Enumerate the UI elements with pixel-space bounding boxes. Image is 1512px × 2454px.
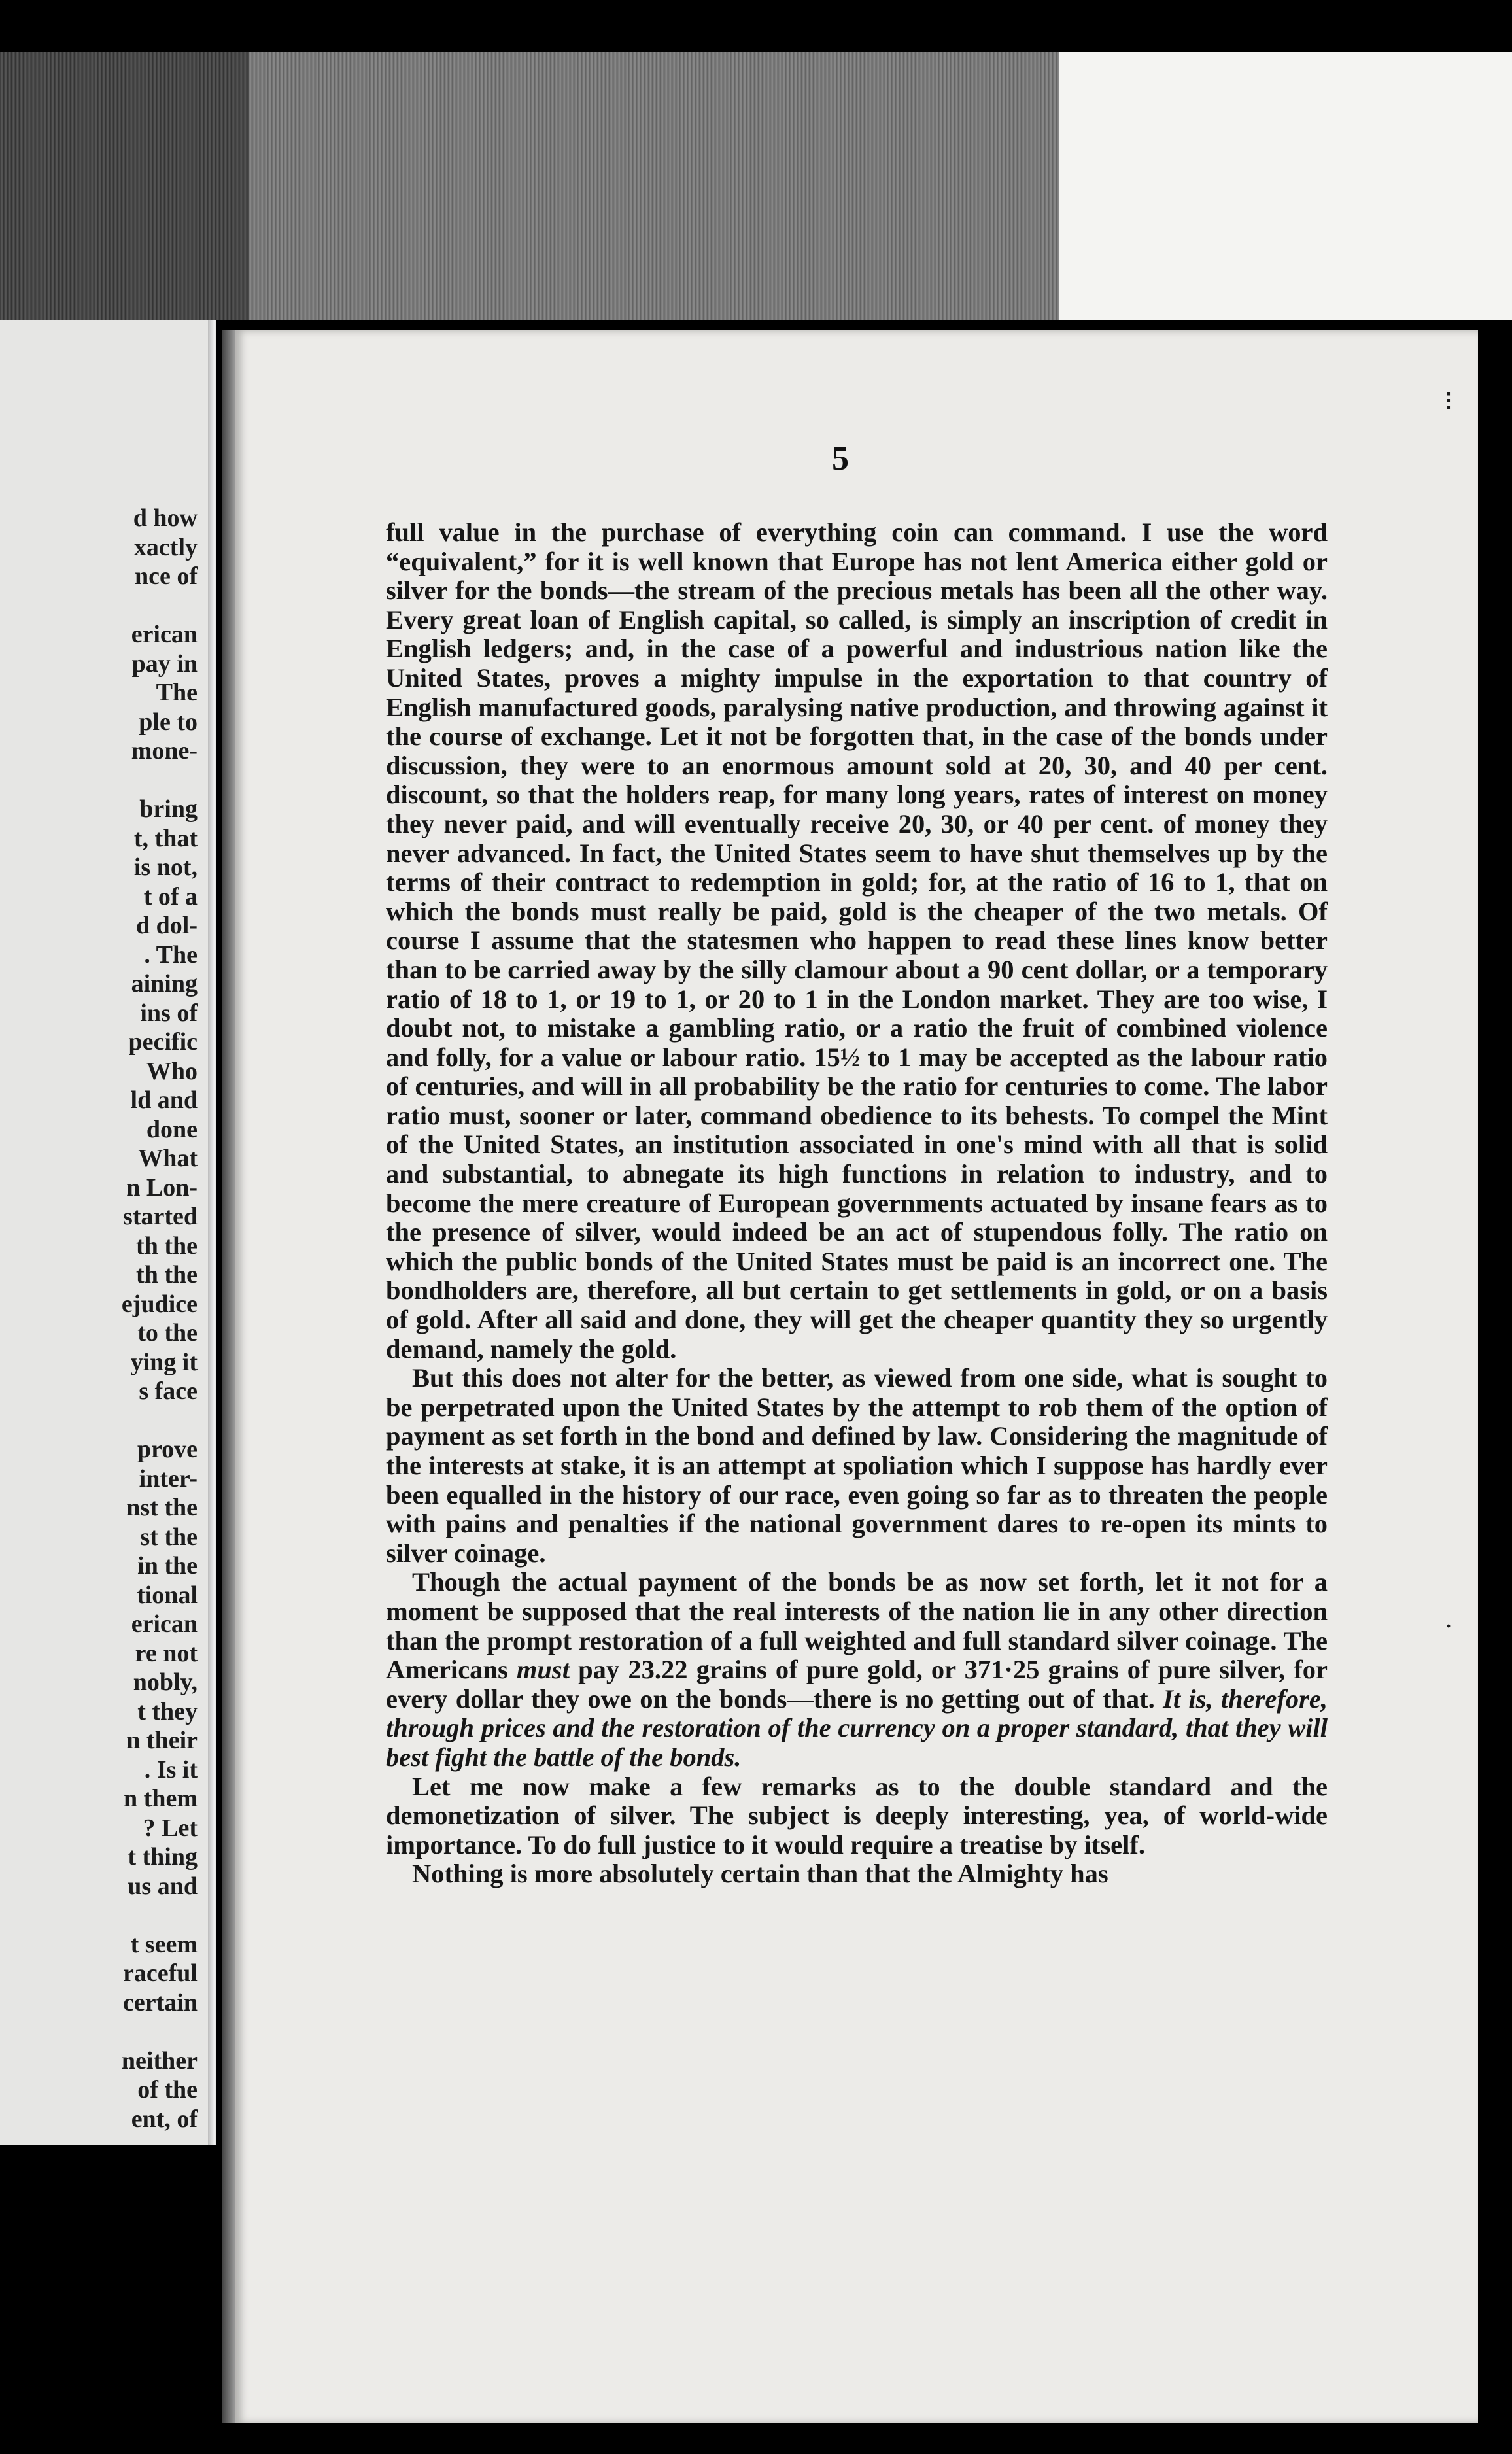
left-page-line: . The: [144, 941, 198, 969]
left-page-line: nobly,: [133, 1668, 198, 1696]
left-page-line: t, that: [133, 824, 198, 852]
left-page-line: ent, of: [131, 2105, 198, 2133]
left-page-line: t thing: [128, 1843, 198, 1871]
left-page-line: ins of: [140, 999, 198, 1027]
left-page-line: pay in: [131, 649, 198, 678]
left-page-line: raceful: [123, 1960, 198, 1987]
left-page-line: nst the: [126, 1494, 198, 1521]
left-page-line: aining: [131, 970, 198, 997]
left-page-line: ying it: [130, 1348, 198, 1376]
left-page-line: th the: [136, 1261, 198, 1288]
page-body: [386, 518, 1328, 1889]
left-page-line: tional: [137, 1581, 198, 1609]
left-page-line: d dol-: [136, 912, 198, 939]
margin-mark: ⋮: [1439, 390, 1458, 411]
left-page-line: done: [146, 1115, 198, 1143]
left-page-text: [122, 504, 198, 2134]
left-page-line: pecific: [128, 1028, 198, 1056]
left-page-line: What: [138, 1145, 198, 1172]
left-page-line: [122, 1406, 198, 1436]
left-page-line: . Is it: [144, 1755, 198, 1784]
left-page-line: n their: [126, 1727, 198, 1754]
left-page-line: n Lon-: [126, 1173, 198, 1201]
left-page-line: us and: [128, 1872, 198, 1900]
emphasis-text: must: [516, 1655, 570, 1685]
paragraph: Nothing is more absolutely certain than that the Almighty has: [412, 1859, 1108, 1889]
left-page-line: ? Let: [143, 1814, 198, 1842]
left-page-line: in the: [137, 1552, 198, 1580]
left-page-line: is not,: [133, 854, 198, 881]
paragraph-text: Though the actual payment of the bonds be as now set forth, let it not for a moment be supposed that the real interests of the nation lie in any other direction than the prompt restoration of a full weighted and full standard silver coinage. The Americans: [386, 1567, 1328, 1685]
paragraph: But this does not alter for the better, as viewed from one side, what is sought to be perpetrated upon the United States by the attempt to rob them of the option of payment as set forth in the bond and defined by law. Considering the magnitude of the interests at stake, it is an attempt at spoliation which I suppose has hardly ever been equalled in the history of our race, even going so far as to threaten the people with pains and penalties if the national government dares to re-open its mints to silver coinage.: [386, 1363, 1328, 1568]
left-page-line: of the: [137, 2076, 198, 2103]
paper-slip: [1059, 52, 1512, 320]
left-page-line: d how: [133, 504, 198, 532]
left-page-line: st the: [140, 1523, 198, 1551]
left-page-line: re not: [135, 1639, 198, 1667]
margin-mark: ·: [1445, 1616, 1452, 1637]
left-page-line: ple to: [139, 708, 198, 736]
left-page-line: certain: [123, 1988, 198, 2016]
left-page-line: ld and: [130, 1086, 198, 1114]
left-page-line: [122, 1901, 198, 1930]
left-page-line: erican: [131, 621, 198, 648]
left-page-line: n them: [124, 1785, 198, 1812]
left-page-line: Who: [146, 1057, 198, 1085]
left-page-line: erican: [131, 1610, 198, 1638]
left-page-line: bring: [139, 795, 198, 823]
page-number: 5: [832, 440, 849, 477]
left-page-line: mone-: [131, 737, 198, 765]
left-page-line: inter-: [139, 1464, 198, 1493]
left-page-line: to the: [137, 1319, 198, 1347]
left-page-line: t of a: [143, 882, 198, 910]
left-page-line: th the: [136, 1232, 198, 1260]
paragraph: [386, 1568, 1328, 1772]
left-page-line: t they: [137, 1697, 198, 1725]
left-page-line: [122, 766, 198, 795]
left-page-edge: [208, 320, 215, 2145]
paragraph: Let me now make a few remarks as to the double standard and the demonetization of silver. The subject is deeply interesting, yea, of world-wide importance. To do full justice to it would require a treatise by itself.: [386, 1771, 1328, 1859]
left-page-line: xactly: [133, 533, 198, 561]
left-page-line: [122, 2017, 198, 2047]
left-page-line: The: [156, 679, 198, 706]
left-page-line: [122, 591, 198, 621]
left-page-line: neither: [121, 2047, 198, 2075]
left-page-line: nce of: [134, 562, 198, 590]
left-page-line: ejudice: [121, 1290, 198, 1318]
left-page-line: s face: [139, 1377, 198, 1405]
paragraph: full value in the purchase of everything coin can command. I use the word “equivalent,” for it is well known that Europe has not lent America either gold or silver for the bonds—the stream of the precious metals has been all the other way. Every great loan of English capital, so called, is simply an inscription of credit in English ledgers; and, in the case of a powerful and industrious nation like the United States, proves a mighty impulse in the exportation to that country of English manufactured goods, paralysing native production, and throwing against it the course of exchange. Let it not be forgotten that, in the case of the bonds under discussion, they were to an enormous amount sold at 20, 30, and 40 per cent. discount, so that the holders reap, for many long years, rates of interest on money they never paid, and will eventually receive 20, 30, or 40 per cent. of money they never advanced. In fact, the United States seem to have shut themselves up by the terms of their contract to redemption in gold; for, at the ratio of 16 to 1, that on which the bonds must really be paid, gold is the cheaper of the two metals. Of course I assume that the statesmen who happen to read these lines know better than to be carried away by the silly clamour about a 90 cent dollar, or a temporary ratio of 18 to 1, or 19 to 1, or 20 to 1 in the London market. They are too wise, I doubt not, to mistake a gambling ratio, or a ratio the fruit of combined violence and folly, for a value or labour ratio. 15½ to 1 may be accepted as the labour ratio of centuries, and will in all probability be the ratio for centuries to come. The labor ratio must, sooner or later, command obedience to its behests. To compel the Mint of the United States, an institution associated in one's mind with all that is solid and substantial, to abnegate its high functions in relation to industry, and to become the mere creature of European governments actuated by insane fears as to the presence of silver, would indeed be an act of stupendous folly. The ratio on which the public bonds of the United States must be paid is an incorrect one. The bondholders are, therefore, all but certain to get settlements in gold, or on a basis of gold. After all said and done, they will get the cheaper quantity they so urgently demand, namely the gold.: [386, 517, 1328, 1364]
left-page-line: t seem: [130, 1930, 198, 1958]
left-page-line: started: [123, 1203, 198, 1230]
left-page-line: prove: [137, 1436, 198, 1463]
paragraph-text: pay 23.22 grains of pure gold, or 371·25 grains of pure silver, for every dollar they owe on the bonds—there is no getting out of that.: [386, 1655, 1328, 1714]
scan-background-band-right: [249, 52, 1059, 320]
emphasis-text: It is, therefore, through prices and the restoration of the currency on a proper standard, that they will best fight the battle of the bonds.: [386, 1684, 1328, 1772]
